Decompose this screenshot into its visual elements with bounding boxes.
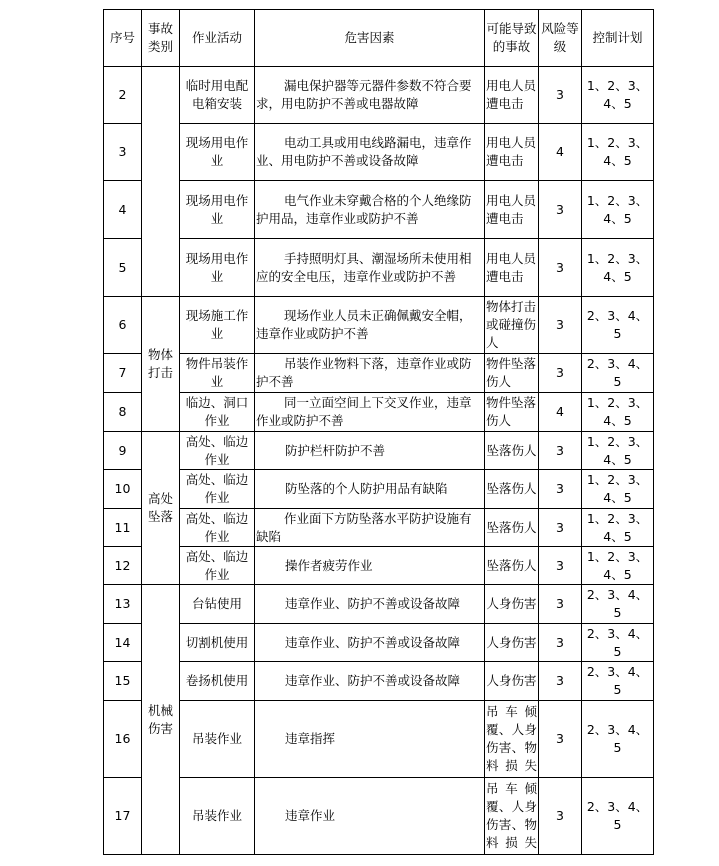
- table-row: [104, 624, 654, 662]
- table-row: [104, 239, 654, 297]
- row-activity: 台钻使用: [180, 585, 255, 624]
- category-cell: 物体打击: [142, 297, 180, 432]
- header-control: 控制计划: [582, 10, 654, 67]
- category-cell: [142, 67, 180, 297]
- row-activity: 物件吊装作业: [180, 354, 255, 393]
- category-cell: 高处坠落: [142, 432, 180, 585]
- table-row: [104, 778, 654, 855]
- row-risk: 4: [539, 393, 582, 432]
- header-accident: 可能导致的事故: [485, 10, 539, 67]
- row-no: 13: [104, 585, 142, 624]
- row-activity: 切割机使用: [180, 624, 255, 662]
- row-accident: 人身伤害: [485, 662, 539, 701]
- row-activity: 现场施工作业: [180, 297, 255, 354]
- row-no: 10: [104, 470, 142, 509]
- row-accident: 物件坠落伤人: [485, 354, 539, 393]
- row-risk: 3: [539, 432, 582, 470]
- row-activity: 卷扬机使用: [180, 662, 255, 701]
- header-risk: 风险等级: [539, 10, 582, 67]
- row-accident: 坠落伤人: [485, 547, 539, 585]
- row-no: 17: [104, 778, 142, 855]
- table-row: [104, 585, 654, 624]
- hazard-table: [103, 9, 654, 855]
- table-row: [104, 393, 654, 432]
- table-row: [104, 701, 654, 778]
- row-control: 1、2、3、4、5: [582, 470, 654, 509]
- row-risk: 3: [539, 239, 582, 297]
- row-activity: 现场用电作业: [180, 181, 255, 239]
- row-accident: 用电人员遭电击: [485, 67, 539, 124]
- row-activity: 临时用电配电箱安装: [180, 67, 255, 124]
- row-control: 1、2、3、4、5: [582, 181, 654, 239]
- row-activity: 现场用电作业: [180, 124, 255, 181]
- row-accident: 坠落伤人: [485, 432, 539, 470]
- row-accident: 坠落伤人: [485, 470, 539, 509]
- row-activity: 吊装作业: [180, 778, 255, 855]
- row-control: 2、3、4、5: [582, 354, 654, 393]
- row-hazard: 违章作业、防护不善或设备故障: [255, 662, 485, 701]
- row-activity: 高处、临边作业: [180, 509, 255, 547]
- row-hazard: 违章作业: [255, 778, 485, 855]
- row-control: 2、3、4、5: [582, 585, 654, 624]
- header-hazard: 危害因素: [255, 10, 485, 67]
- row-activity: 临边、洞口作业: [180, 393, 255, 432]
- row-hazard: 违章指挥: [255, 701, 485, 778]
- row-accident: 坠落伤人: [485, 509, 539, 547]
- row-accident: 人身伤害: [485, 624, 539, 662]
- row-risk: 3: [539, 585, 582, 624]
- table-row: [104, 662, 654, 701]
- table-row: [104, 297, 654, 354]
- row-no: 14: [104, 624, 142, 662]
- row-hazard: 同一立面空间上下交叉作业，违章作业或防护不善: [255, 393, 485, 432]
- header-no: 序号: [104, 10, 142, 67]
- row-control: 1、2、3、4、5: [582, 67, 654, 124]
- row-risk: 3: [539, 778, 582, 855]
- row-risk: 3: [539, 354, 582, 393]
- row-no: 2: [104, 67, 142, 124]
- row-risk: 3: [539, 509, 582, 547]
- row-hazard: 违章作业、防护不善或设备故障: [255, 585, 485, 624]
- row-hazard: 防坠落的个人防护用品有缺陷: [255, 470, 485, 509]
- table-row: [104, 181, 654, 239]
- row-risk: 3: [539, 624, 582, 662]
- row-no: 12: [104, 547, 142, 585]
- row-activity: 高处、临边作业: [180, 547, 255, 585]
- row-no: 9: [104, 432, 142, 470]
- row-control: 2、3、4、5: [582, 624, 654, 662]
- row-hazard: 违章作业、防护不善或设备故障: [255, 624, 485, 662]
- row-risk: 3: [539, 662, 582, 701]
- row-activity: 现场用电作业: [180, 239, 255, 297]
- header-category: 事故类别: [142, 10, 180, 67]
- table-row: [104, 509, 654, 547]
- row-risk: 3: [539, 470, 582, 509]
- row-accident: 吊车倾覆、人身伤害、物料损失: [485, 778, 539, 855]
- row-hazard: 手持照明灯具、潮湿场所未使用相应的安全电压，违章作业或防护不善: [255, 239, 485, 297]
- table-row: [104, 432, 654, 470]
- row-control: 1、2、3、4、5: [582, 239, 654, 297]
- row-no: 11: [104, 509, 142, 547]
- row-control: 1、2、3、4、5: [582, 124, 654, 181]
- table-row: [104, 124, 654, 181]
- row-accident: 人身伤害: [485, 585, 539, 624]
- table-row: [104, 470, 654, 509]
- header-row: [104, 10, 654, 67]
- row-hazard: 吊装作业物料下落，违章作业或防护不善: [255, 354, 485, 393]
- table-row: [104, 67, 654, 124]
- row-risk: 4: [539, 124, 582, 181]
- category-cell: 机械伤害: [142, 585, 180, 855]
- row-hazard: 作业面下方防坠落水平防护设施有缺陷: [255, 509, 485, 547]
- row-control: 2、3、4、5: [582, 701, 654, 778]
- row-control: 1、2、3、4、5: [582, 432, 654, 470]
- row-no: 5: [104, 239, 142, 297]
- row-risk: 3: [539, 547, 582, 585]
- row-no: 3: [104, 124, 142, 181]
- row-control: 2、3、4、5: [582, 297, 654, 354]
- row-control: 2、3、4、5: [582, 662, 654, 701]
- row-no: 16: [104, 701, 142, 778]
- row-accident: 用电人员遭电击: [485, 239, 539, 297]
- row-risk: 3: [539, 67, 582, 124]
- row-activity: 高处、临边作业: [180, 432, 255, 470]
- row-no: 6: [104, 297, 142, 354]
- row-accident: 物体打击或碰撞伤人: [485, 297, 539, 354]
- row-control: 1、2、3、4、5: [582, 509, 654, 547]
- row-hazard: 防护栏杆防护不善: [255, 432, 485, 470]
- row-no: 15: [104, 662, 142, 701]
- row-hazard: 操作者疲劳作业: [255, 547, 485, 585]
- row-hazard: 电动工具或用电线路漏电，违章作业、用电防护不善或设备故障: [255, 124, 485, 181]
- row-no: 7: [104, 354, 142, 393]
- row-risk: 3: [539, 181, 582, 239]
- row-hazard: 电气作业未穿戴合格的个人绝缘防护用品，违章作业或防护不善: [255, 181, 485, 239]
- row-no: 8: [104, 393, 142, 432]
- row-control: 2、3、4、5: [582, 778, 654, 855]
- row-risk: 3: [539, 297, 582, 354]
- row-activity: 高处、临边作业: [180, 470, 255, 509]
- row-hazard: 漏电保护器等元器件参数不符合要求，用电防护不善或电器故障: [255, 67, 485, 124]
- row-accident: 用电人员遭电击: [485, 181, 539, 239]
- table-row: [104, 354, 654, 393]
- table-row: [104, 547, 654, 585]
- row-control: 1、2、3、4、5: [582, 393, 654, 432]
- row-hazard: 现场作业人员未正确佩戴安全帽，违章作业或防护不善: [255, 297, 485, 354]
- row-activity: 吊装作业: [180, 701, 255, 778]
- row-accident: 用电人员遭电击: [485, 124, 539, 181]
- row-control: 1、2、3、4、5: [582, 547, 654, 585]
- row-accident: 物件坠落伤人: [485, 393, 539, 432]
- row-accident: 吊车倾覆、人身伤害、物料损失: [485, 701, 539, 778]
- row-no: 4: [104, 181, 142, 239]
- header-activity: 作业活动: [180, 10, 255, 67]
- row-risk: 3: [539, 701, 582, 778]
